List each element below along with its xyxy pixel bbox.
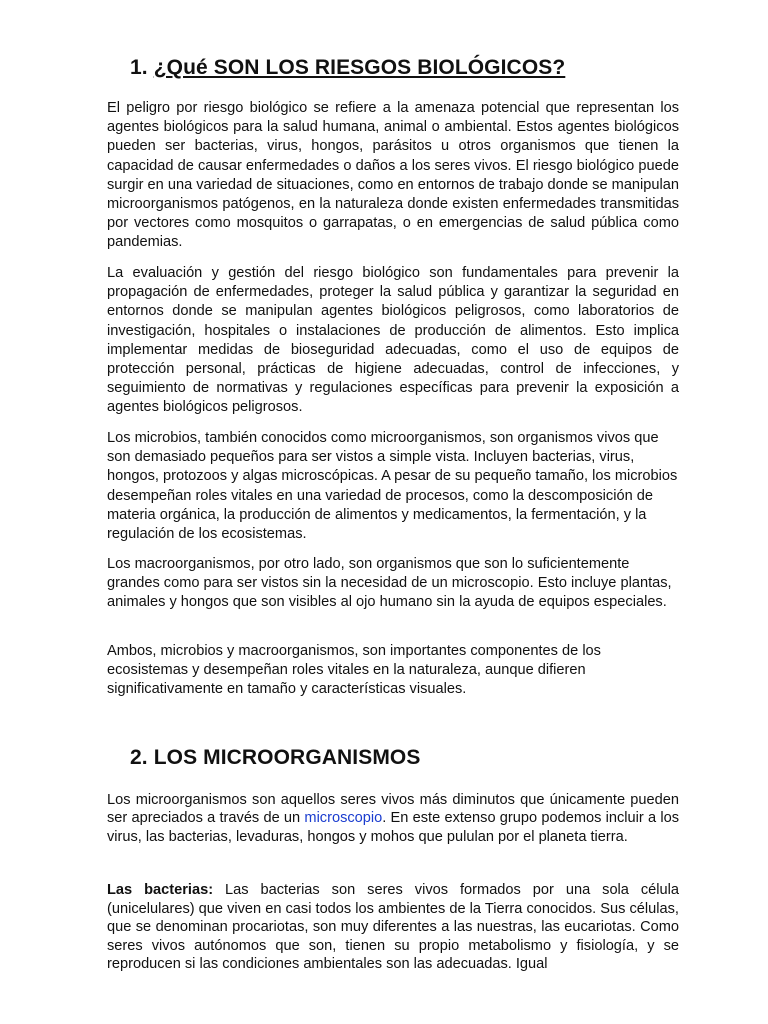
paragraph-ambos: Ambos, microbios y macroorganismos, son importantes componentes de los ecosistemas y desempeñan roles vitales en la naturaleza, aunque difieren significativamente en tamaño y características visuales. [107,643,601,698]
paragraph-macroorganismos: Los macroorganismos, por otro lado, son organismos que son lo suficientemente grandes como para ser vistos sin la necesidad de un microscopio. Esto incluye plantas, animales y hongos que son visibles al ojo humano sin la ayuda de equipos especiales. [107,556,672,611]
bacterias-lead: Las bacterias: [107,882,214,898]
paragraph-riesgo-definicion: El peligro por riesgo biológico se refiere a la amenaza potencial que representan los agentes biológicos para la salud humana, animal o ambiental. Estos agentes biológicos pueden ser bacterias, virus, hongos, parásitos u otros organismos que tienen la capacidad de causar enfermedades o daños a los seres vivos. El riesgo biológico puede surgir en una variedad de situaciones, como en entornos de trabajo donde se manipulan microorganismos patógenos, en la naturaleza donde existen enfermedades transmitidas por vectores como mosquitos o garrapatas, o en emergencias de salud pública como pandemias. [107,100,679,251]
paragraph-microorganismos-intro [107,791,679,846]
intro-text-end: . En este extenso grupo podemos incluir a los virus, las bacterias, levaduras, hongos y mohos que pululan por el planeta tierra. [107,810,679,845]
paragraph-evaluacion-gestion: La evaluación y gestión del riesgo biológico son fundamentales para prevenir la propagación de enfermedades, proteger la salud pública y garantizar la seguridad en entornos donde se manipulan agentes biológicos peligrosos, como laboratorios de investigación, hospitales o instalaciones de producción de alimentos. Esto implica implementar medidas de bioseguridad adecuadas, como el uso de equipos de protección personal, prácticas de higiene adecuadas, control de infecciones, y seguimiento de normativas y regulaciones específicas para prevenir la exposición a agentes biológicos peligrosos. [107,265,679,416]
section-2-heading [130,746,420,770]
intro-text-start: Los microorganismos son aquellos seres vivos más diminutos que únicamente pueden ser apreciados a través de un [107,792,679,827]
section-1-title: ¿Qué SON LOS RIESGOS BIOLÓGICOS? [153,56,566,79]
paragraph-microbios: Los microbios, también conocidos como microorganismos, son organismos vivos que son demasiado pequeños para ser vistos a simple vista. Incluyen bacterias, virus, hongos, protozoos y algas microscópicas. A pesar de su pequeño tamaño, los microbios desempeñan roles vitales en una variedad de procesos, como la descomposición de materia orgánica, la producción de alimentos y medicamentos, la fermentación, y la regulación de los ecosistemas. [107,430,678,543]
microscopio-link[interactable]: microscopio [304,810,383,827]
bacterias-text: Las bacterias son seres vivos formados por una sola célula (unicelulares) que viven en casi todos los ambientes de la Tierra conocidos. Sus células, que se denominan procariotas, son muy diferentes a las nuestras, las eucariotas. Como seres vivos autónomos que son, tienen su propio metabolismo y fisiología, y se reproducen si las condiciones ambientales son las adecuadas. Igual [107,882,680,973]
paragraph-bacterias [107,881,679,974]
section-2-title: LOS MICROORGANISMOS [153,746,421,769]
section-1-heading [130,56,565,80]
section-1-number: 1. [130,56,148,79]
section-2-number: 2. [130,746,148,769]
